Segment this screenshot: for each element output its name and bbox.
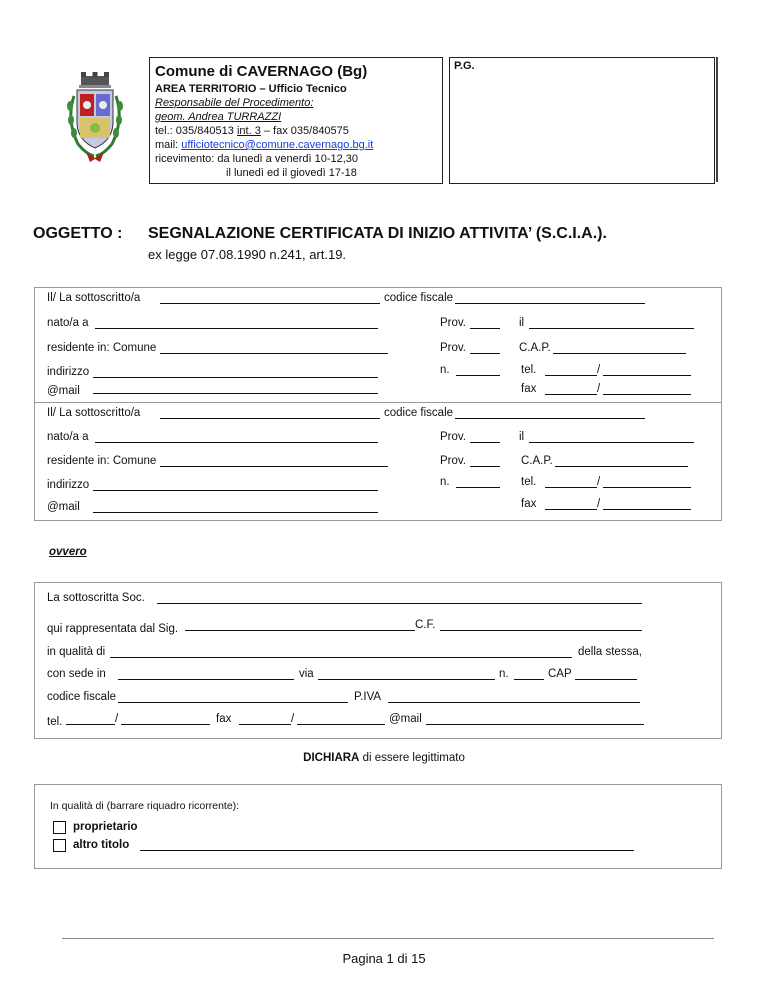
person2-prov2-label: Prov.	[440, 455, 466, 467]
footer-rule	[62, 938, 714, 939]
person1-subscriber-label: Il/ La sottoscritto/a	[47, 292, 141, 304]
company-tel-prefix-field[interactable]	[66, 713, 115, 725]
role-suffix: della stessa,	[578, 646, 642, 658]
company-fax-slash: /	[291, 713, 295, 725]
person2-number-field[interactable]	[456, 476, 500, 488]
office-hours-2: il lunedì ed il giovedì 17-18	[226, 167, 357, 179]
person1-birthplace-field[interactable]	[95, 317, 378, 329]
street-number-field[interactable]	[514, 668, 544, 680]
coat-of-arms-logo	[64, 70, 126, 165]
protocol-label: P.G.	[454, 60, 475, 72]
person1-residence-field[interactable]	[160, 342, 388, 354]
person1-cf-field[interactable]	[455, 292, 645, 304]
person1-tel-number-field[interactable]	[603, 364, 691, 376]
municipality-title: Comune di CAVERNAGO (Bg)	[155, 63, 368, 80]
person2-tel-slash: /	[597, 476, 601, 488]
person2-date-field[interactable]	[529, 431, 694, 443]
person2-tel-label: tel.	[521, 476, 537, 488]
vat-field[interactable]	[388, 691, 640, 703]
person2-fax-slash: /	[597, 498, 601, 510]
representative-cf-field[interactable]	[440, 619, 642, 631]
person1-address-field[interactable]	[93, 366, 378, 378]
person1-number-field[interactable]	[456, 364, 500, 376]
person1-birthplace-label: nato/a a	[47, 317, 89, 329]
street-number-label: n.	[499, 668, 509, 680]
person1-fax-prefix-field[interactable]	[545, 383, 597, 395]
person1-prov-label: Prov.	[440, 317, 466, 329]
street-field[interactable]	[318, 668, 495, 680]
person2-date-label: il	[519, 431, 525, 443]
phone-line: tel.: 035/840513 int. 3 – fax 035/840575	[155, 125, 349, 137]
person1-prov2-label: Prov.	[440, 342, 466, 354]
person2-prov2-field[interactable]	[470, 455, 500, 467]
owner-checkbox[interactable]	[53, 821, 66, 834]
person1-date-field[interactable]	[529, 317, 694, 329]
seat-field[interactable]	[118, 668, 294, 680]
person1-address-label: indirizzo	[47, 366, 90, 378]
seat-label: con sede in	[47, 668, 106, 680]
person2-cap-field[interactable]	[555, 455, 688, 467]
person2-fax-label: fax	[521, 498, 537, 510]
company-tel-label: tel.	[47, 716, 63, 728]
person2-name-field[interactable]	[160, 407, 380, 419]
person1-cap-label: C.A.P.	[519, 342, 551, 354]
representative-field[interactable]	[185, 619, 415, 631]
protocol-box	[449, 57, 715, 184]
other-title-checkbox[interactable]	[53, 839, 66, 852]
company-cap-label: CAP	[548, 668, 572, 680]
person1-fax-number-field[interactable]	[603, 383, 691, 395]
protocol-box-edge	[716, 57, 718, 182]
person2-cap-label: C.A.P.	[521, 455, 553, 467]
person1-residence-label: residente in: Comune	[47, 342, 157, 354]
role-field[interactable]	[110, 646, 572, 658]
person1-tel-slash: /	[597, 364, 601, 376]
person1-prov2-field[interactable]	[470, 342, 500, 354]
person2-residence-field[interactable]	[160, 455, 388, 467]
person2-number-label: n.	[440, 476, 450, 488]
person2-address-field[interactable]	[93, 479, 378, 491]
company-cf-field[interactable]	[118, 691, 348, 703]
subject-title: SEGNALAZIONE CERTIFICATA DI INIZIO ATTIVITA’ (S.C.I.A.).	[148, 225, 607, 242]
person2-fax-prefix-field[interactable]	[545, 498, 597, 510]
company-tel-slash: /	[115, 713, 119, 725]
company-mail-label: @mail	[389, 713, 422, 725]
person2-fax-number-field[interactable]	[603, 498, 691, 510]
person2-birthplace-label: nato/a a	[47, 431, 89, 443]
subject-subtitle: ex legge 07.08.1990 n.241, art.19.	[148, 247, 347, 262]
person2-address-label: indirizzo	[47, 479, 90, 491]
responsible-name: geom. Andrea TURRAZZI	[155, 111, 282, 123]
person1-mail-label: @mail	[47, 385, 80, 397]
person2-cf-label: codice fiscale	[384, 407, 454, 419]
person2-mail-field[interactable]	[93, 501, 378, 513]
person2-subscriber-label: Il/ La sottoscritto/a	[47, 407, 141, 419]
person1-prov-field[interactable]	[470, 317, 500, 329]
declaration-keyword: DICHIARA	[303, 752, 360, 764]
person2-tel-number-field[interactable]	[603, 476, 691, 488]
person1-cap-field[interactable]	[553, 342, 686, 354]
person1-name-field[interactable]	[160, 292, 380, 304]
subject-label: OGGETTO :	[33, 225, 123, 242]
person1-cf-label: codice fiscale	[384, 292, 454, 304]
office-header-box	[149, 57, 443, 184]
other-title-field[interactable]	[140, 839, 634, 851]
person2-tel-prefix-field[interactable]	[545, 476, 597, 488]
company-name-field[interactable]	[157, 592, 642, 604]
person2-cf-field[interactable]	[455, 407, 645, 419]
company-mail-field[interactable]	[426, 713, 644, 725]
company-fax-prefix-field[interactable]	[239, 713, 291, 725]
persons-separator	[34, 402, 722, 403]
company-cf-label: codice fiscale	[47, 691, 117, 703]
responsible-label: Responsabile del Procedimento:	[155, 97, 314, 109]
ovvero-label: ovvero	[49, 546, 87, 558]
ownership-intro: In qualità di (barrare riquadro ricorrente):	[50, 800, 240, 812]
company-label: La sottoscritta Soc.	[47, 592, 145, 604]
person1-tel-prefix-field[interactable]	[545, 364, 597, 376]
representative-cf-label: C.F.	[415, 619, 436, 631]
declaration-text: di essere legittimato	[359, 752, 465, 764]
person1-date-label: il	[519, 317, 525, 329]
person1-tel-label: tel.	[521, 364, 537, 376]
role-label: in qualità di	[47, 646, 106, 658]
company-fax-label: fax	[216, 713, 232, 725]
mail-line: mail: ufficiotecnico@comune.cavernago.bg.it	[155, 139, 374, 151]
person1-number-label: n.	[440, 364, 450, 376]
email-link[interactable]: ufficiotecnico@comune.cavernago.bg.it	[181, 139, 374, 151]
company-fax-number-field[interactable]	[297, 713, 385, 725]
person2-prov-label: Prov.	[440, 431, 466, 443]
company-tel-number-field[interactable]	[121, 713, 210, 725]
street-label: via	[299, 668, 314, 680]
person1-fax-label: fax	[521, 383, 537, 395]
declaration-line	[0, 752, 768, 764]
person2-mail-label: @mail	[47, 501, 80, 513]
person1-mail-field[interactable]	[93, 382, 378, 394]
office-hours-1: ricevimento: da lunedì a venerdì 10-12,30	[155, 153, 359, 165]
person2-birthplace-field[interactable]	[95, 431, 378, 443]
extension: int. 3	[236, 125, 261, 137]
other-title-label: altro titolo	[73, 839, 130, 851]
vat-label: P.IVA	[354, 691, 382, 703]
person2-residence-label: residente in: Comune	[47, 455, 157, 467]
owner-label: proprietario	[73, 821, 138, 833]
company-cap-field[interactable]	[575, 668, 637, 680]
representative-label: qui rappresentata dal Sig.	[47, 623, 179, 635]
page-number: Pagina 1 di 15	[342, 951, 426, 966]
person2-prov-field[interactable]	[470, 431, 500, 443]
area-label: AREA TERRITORIO – Ufficio Tecnico	[155, 83, 347, 95]
person1-fax-slash: /	[597, 383, 601, 395]
